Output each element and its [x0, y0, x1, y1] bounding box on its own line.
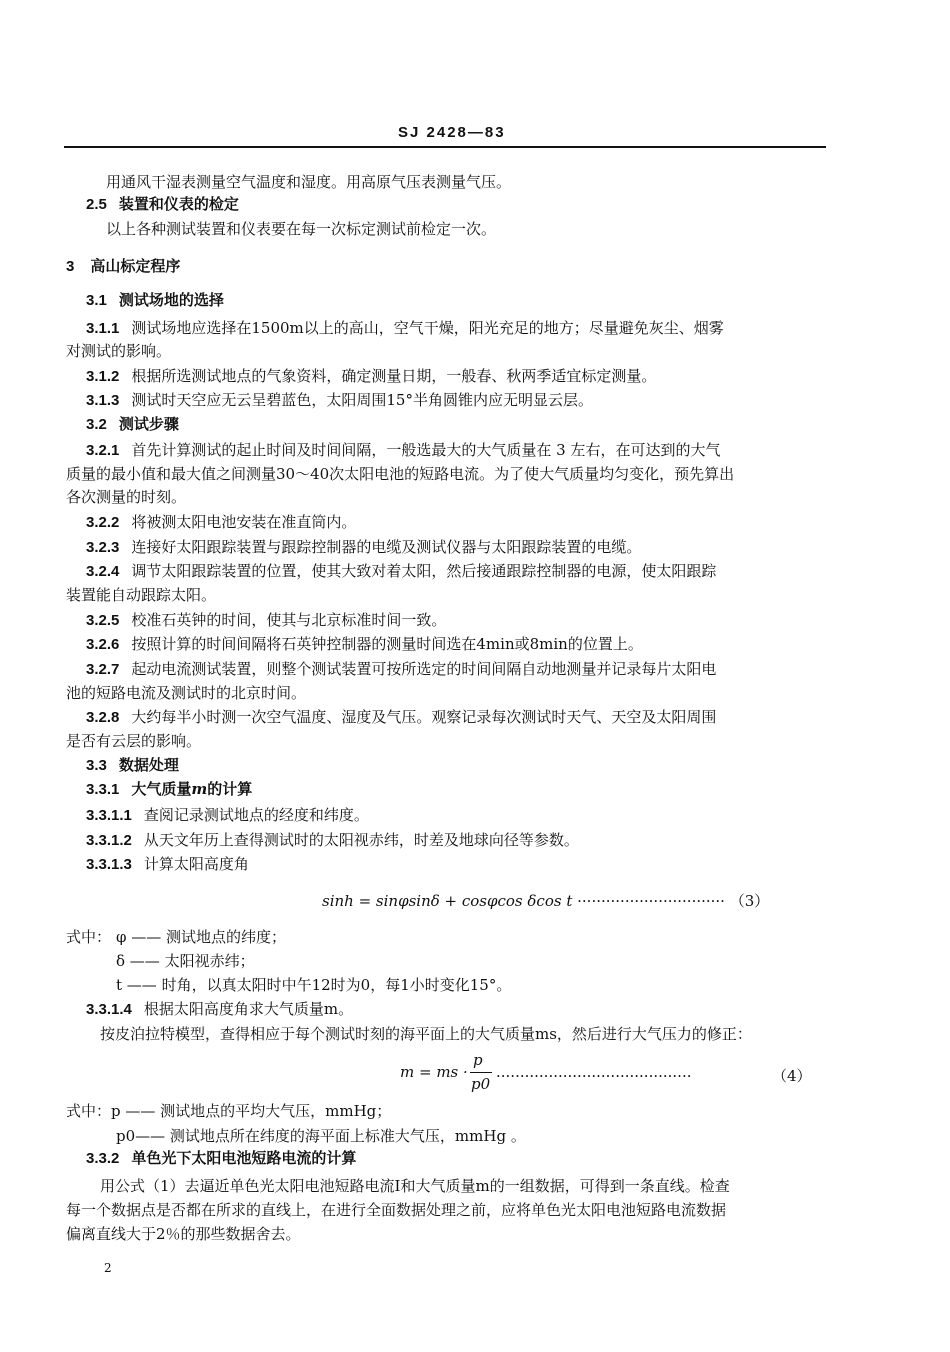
equation-4-numerator: p — [473, 1051, 483, 1069]
section-3-3-1-heading — [86, 779, 252, 800]
section-number: 3.2 — [86, 416, 107, 433]
standard-code: SJ 2428—83 — [398, 124, 506, 141]
clause-3-2-1 — [86, 440, 720, 461]
clause-number: 3.3.1.1 — [86, 807, 132, 824]
clause-3-3-1-4-body: 按皮泊拉特模型，查得相应于每个测试时刻的海平面上的大气质量ms，然后进行大气压力的修正： — [100, 1025, 752, 1043]
section-number: 3.3 — [86, 757, 107, 774]
clause-3-2-2 — [86, 512, 356, 533]
fraction-bar — [470, 1072, 492, 1073]
clause-3-2-8 — [86, 707, 716, 728]
clause-text: 将被测太阳电池安装在准直筒内。 — [131, 513, 357, 531]
clause-3-2-7 — [86, 659, 716, 680]
clause-text: 调节太阳跟踪装置的位置，使其大致对着太阳，然后接通跟踪控制器的电源，使太阳跟踪 — [131, 562, 717, 580]
section-3-2-heading — [86, 414, 179, 435]
clause-3-2-4-cont: 装置能自动跟踪太阳。 — [66, 586, 217, 604]
clause-number: 3.3.1.4 — [86, 1001, 132, 1018]
clause-3-2-7-cont: 池的短路电流及测试时的北京时间。 — [66, 684, 307, 702]
where-t: t —— 时角，以真太阳时中午12时为0，每1小时变化15°。 — [116, 976, 512, 994]
clause-3-1-1-cont: 对测试的影响。 — [66, 342, 172, 360]
equation-3-expression: sinh = sinφsinδ + cosφcos δcos t — [322, 892, 573, 910]
clause-text: 校准石英钟的时间，使其与北京标准时间一致。 — [131, 611, 447, 629]
clause-number: 3.2.8 — [86, 709, 120, 726]
equation-4-leader: ········································· — [496, 1067, 692, 1085]
clause-3-3-1-1 — [86, 805, 369, 826]
equation-4-lhs: m = ms · — [400, 1063, 468, 1081]
equation-4-fraction — [470, 1050, 492, 1098]
equation-3-leader: ······························· — [577, 892, 725, 910]
section-title: 装置和仪表的检定 — [118, 195, 239, 213]
clause-number: 3.2.3 — [86, 539, 120, 556]
section-title: 测试场地的选择 — [118, 291, 224, 309]
clause-3-2-1-cont-1: 质量的最小值和最大值之间测量30～40次太阳电池的短路电流。为了使大气质量均匀变化，预先算出 — [66, 465, 735, 483]
section-title-b: 的计算 — [207, 780, 253, 798]
clause-text: 大约每半小时测一次空气温度、湿度及气压。观察记录每次测试时天气、天空及太阳周围 — [131, 708, 717, 726]
clause-3-1-3 — [86, 390, 593, 411]
clause-number: 3.3.1.3 — [86, 856, 132, 873]
where-p: 式中：p —— 测试地点的平均大气压，mmHg； — [66, 1102, 392, 1120]
section-number: 3.3.2 — [86, 1150, 120, 1167]
clause-number: 3.3.1.2 — [86, 832, 132, 849]
intro-line: 用通风干湿表测量空气温度和湿度。用高原气压表测量气压。 — [106, 173, 512, 191]
section-3-3-2-heading — [86, 1148, 356, 1169]
section-title-var: m — [191, 780, 208, 798]
clause-text: 按照计算的时间间隔将石英钟控制器的测量时间选在4min或8min的位置上。 — [131, 635, 643, 653]
section-3-heading — [66, 256, 180, 277]
clause-number: 3.2.1 — [86, 442, 120, 459]
where-block-1-intro: 式中： — [66, 928, 112, 946]
clause-number: 3.1.2 — [86, 368, 120, 385]
section-title: 高山标定程序 — [90, 257, 181, 275]
section-title-a: 大气质量 — [131, 780, 192, 798]
section-title: 数据处理 — [118, 756, 179, 774]
section-3-3-2-line-1: 用公式（1）去逼近单色光太阳电池短路电流I和大气质量m的一组数据，可得到一条直线。检查 — [100, 1177, 730, 1195]
clause-text: 测试时天空应无云呈碧蓝色，太阳周围15°半角圆锥内应无明显云层。 — [131, 391, 593, 409]
clause-text: 根据所选测试地点的气象资料，确定测量日期，一般春、秋两季适宜标定测量。 — [131, 367, 657, 385]
section-2-5-heading — [86, 194, 239, 215]
section-number: 3.1 — [86, 292, 107, 309]
clause-number: 3.2.5 — [86, 612, 120, 629]
clause-3-1-2 — [86, 366, 656, 387]
clause-3-3-1-4 — [86, 999, 353, 1020]
equation-4-denominator: p0 — [471, 1075, 491, 1093]
clause-number: 3.1.1 — [86, 320, 120, 337]
clause-text: 计算太阳高度角 — [143, 855, 249, 873]
section-title: 单色光下太阳电池短路电流的计算 — [131, 1149, 357, 1167]
clause-text: 起动电流测试装置，则整个测试装置可按所选定的时间间隔自动地测量并记录每片太阳电 — [131, 660, 717, 678]
section-number: 2.5 — [86, 196, 107, 213]
clause-number: 3.2.7 — [86, 661, 120, 678]
where-phi: φ —— 测试地点的纬度； — [116, 928, 287, 946]
clause-text: 查阅记录测试地点的经度和纬度。 — [143, 806, 369, 824]
clause-3-2-8-cont: 是否有云层的影响。 — [66, 732, 202, 750]
clause-3-2-5 — [86, 610, 446, 631]
where-p0: p0—— 测试地点所在纬度的海平面上标准大气压，mmHg 。 — [116, 1127, 526, 1145]
section-3-3-2-line-2: 每一个数据点是否都在所求的直线上，在进行全面数据处理之前，应将单色光太阳电池短路电流数据 — [66, 1201, 727, 1219]
clause-3-3-1-3 — [86, 854, 249, 875]
section-2-5-text: 以上各种测试装置和仪表要在每一次标定测试前检定一次。 — [106, 220, 497, 238]
equation-3-label: （3） — [729, 892, 770, 910]
clause-number: 3.2.6 — [86, 636, 120, 653]
clause-3-3-1-2 — [86, 830, 579, 851]
section-3-3-heading — [86, 755, 179, 776]
clause-number: 3.1.3 — [86, 392, 120, 409]
equation-4-label: （4） — [772, 1067, 812, 1085]
clause-3-1-1 — [86, 318, 724, 339]
section-title: 测试步骤 — [118, 415, 179, 433]
clause-3-2-4 — [86, 561, 716, 582]
section-3-1-heading — [86, 290, 224, 311]
clause-text: 连接好太阳跟踪装置与跟踪控制器的电缆及测试仪器与太阳跟踪装置的电缆。 — [131, 538, 642, 556]
clause-text: 测试场地应选择在1500m以上的高山，空气干燥，阳光充足的地方；尽量避免灰尘、烟雾 — [131, 319, 724, 337]
clause-number: 3.2.4 — [86, 563, 120, 580]
section-number: 3.3.1 — [86, 781, 120, 798]
header-rule — [64, 146, 826, 148]
page-number: 2 — [104, 1261, 112, 1275]
clause-3-2-6 — [86, 634, 643, 655]
clause-3-2-3 — [86, 537, 641, 558]
clause-3-2-1-cont-2: 各次测量的时刻。 — [66, 488, 187, 506]
clause-text: 从天文年历上查得测试时的太阳视赤纬，时差及地球向径等参数。 — [143, 831, 579, 849]
clause-text: 根据太阳高度角求大气质量m。 — [143, 1000, 354, 1018]
equation-3 — [322, 891, 769, 911]
section-number: 3 — [66, 258, 75, 275]
section-3-3-2-line-3: 偏离直线大于2％的那些数据舍去。 — [66, 1225, 301, 1243]
where-delta: δ —— 太阳视赤纬； — [116, 952, 255, 970]
clause-text: 首先计算测试的起止时间及时间间隔，一般选最大的大气质量在 3 左右，在可达到的大气 — [131, 441, 721, 459]
clause-number: 3.2.2 — [86, 514, 120, 531]
